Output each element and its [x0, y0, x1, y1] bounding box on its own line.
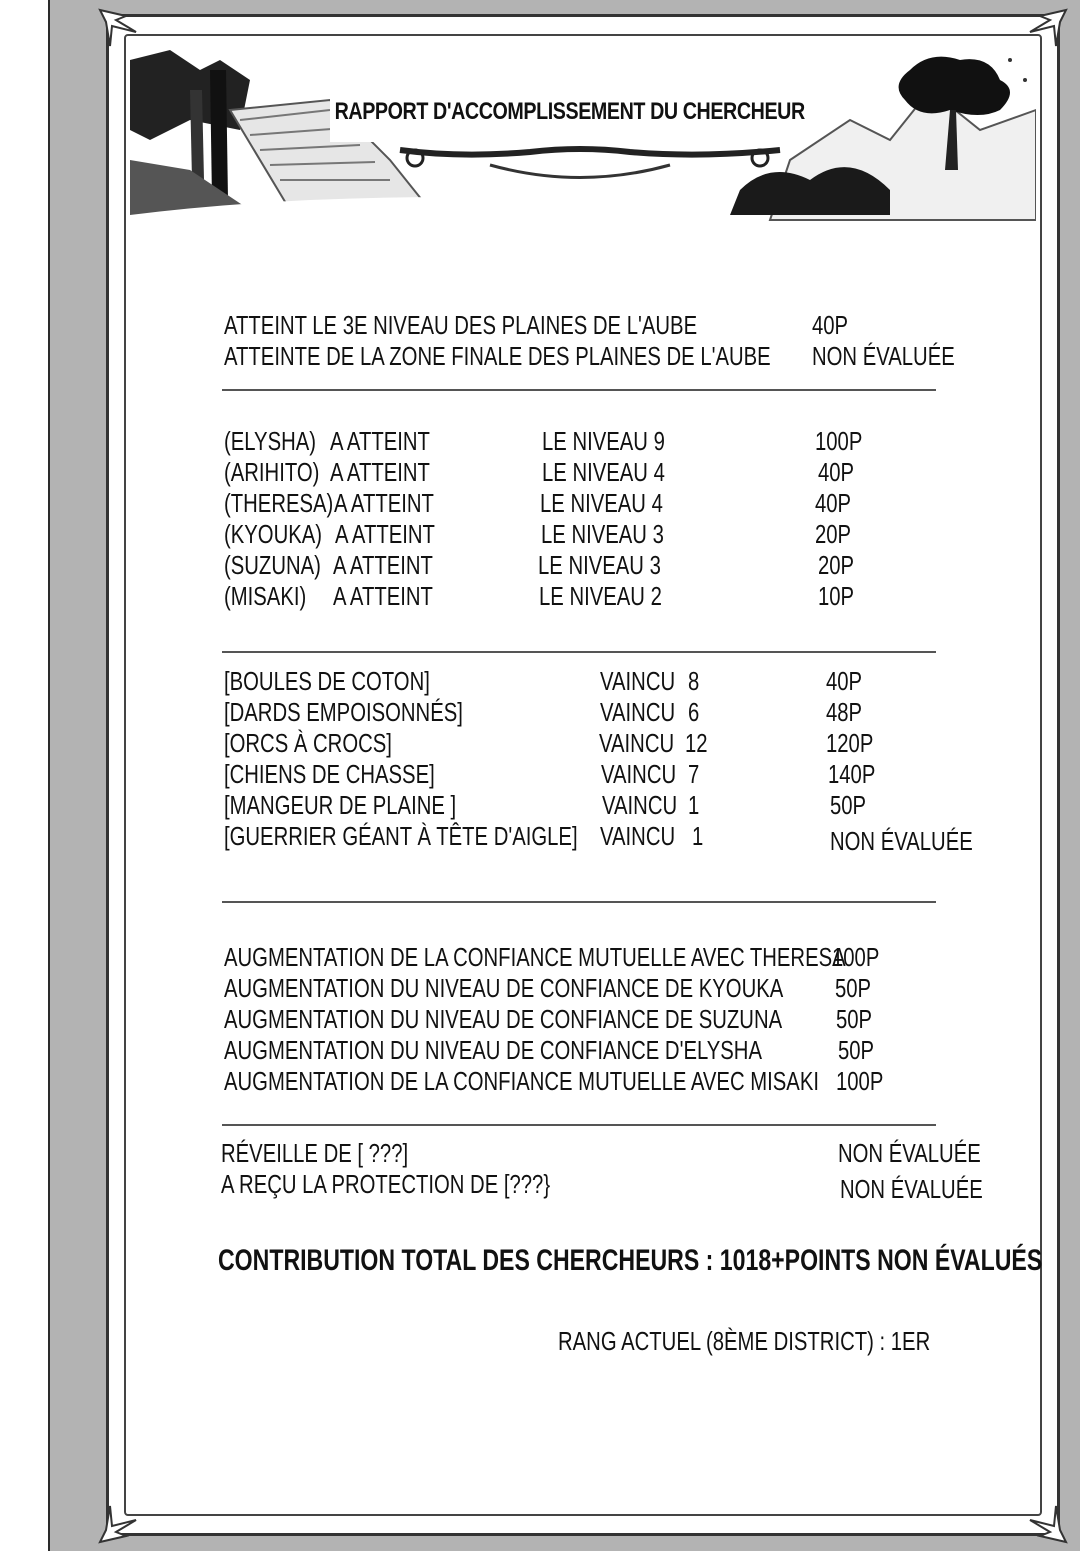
trust-label: AUGMENTATION DU NIVEAU DE CONFIANCE DE KYOUKA: [224, 973, 784, 1003]
special-points: NON ÉVALUÉE: [838, 1138, 981, 1168]
corner-ornament-icon: [96, 1500, 142, 1546]
trust-points: 50P: [836, 1004, 873, 1034]
level-value: LE NIVEAU 3: [538, 550, 661, 580]
monster-points: NON ÉVALUÉE: [830, 826, 973, 856]
monster-count: 8: [688, 666, 700, 696]
level-value: LE NIVEAU 4: [542, 457, 665, 487]
level-value: LE NIVEAU 2: [539, 581, 662, 611]
trust-label: AUGMENTATION DU NIVEAU DE CONFIANCE D'ELYSHA: [224, 1035, 762, 1065]
title-banner: [330, 82, 810, 142]
monster-verb: VAINCU: [600, 697, 676, 727]
level-points: 40P: [815, 488, 852, 518]
exploration-label: ATTEINTE DE LA ZONE FINALE DES PLAINES DE L'AUBE: [224, 341, 771, 371]
level-member-name: (KYOUKA): [224, 519, 323, 549]
monster-name: [BOULES DE COTON]: [224, 666, 430, 696]
page-margin: [0, 0, 48, 1551]
corner-ornament-icon: [1024, 1500, 1070, 1546]
level-points: 20P: [818, 550, 855, 580]
special-label: A REÇU LA PROTECTION DE [???}: [221, 1169, 551, 1199]
level-value: LE NIVEAU 3: [541, 519, 664, 549]
page-title: RAPPORT D'ACCOMPLISSEMENT DU CHERCHEUR: [334, 98, 806, 125]
monster-count: 6: [688, 697, 700, 727]
monster-count: 1: [688, 790, 700, 820]
level-verb: A ATTEINT: [335, 519, 435, 549]
section-divider: [222, 651, 936, 653]
monster-verb: VAINCU: [599, 728, 675, 758]
monster-count: 12: [685, 728, 708, 758]
current-rank: RANG ACTUEL (8ÈME DISTRICT) : 1ER: [558, 1326, 931, 1356]
exploration-points: NON ÉVALUÉE: [812, 341, 955, 371]
section-divider: [222, 901, 936, 903]
trust-label: AUGMENTATION DE LA CONFIANCE MUTUELLE AVEC MISAKI: [224, 1066, 819, 1096]
monster-count: 7: [688, 759, 700, 789]
level-points: 100P: [815, 426, 863, 456]
monster-name: [DARDS EMPOISONNÉS]: [224, 697, 463, 727]
exploration-points: 40P: [812, 310, 849, 340]
level-member-name: (MISAKI): [224, 581, 307, 611]
section-divider: [222, 1124, 936, 1126]
trust-points: 50P: [835, 973, 872, 1003]
level-verb: A ATTEINT: [333, 581, 433, 611]
level-member-name: (ELYSHA): [224, 426, 317, 456]
exploration-label: ATTEINT LE 3E NIVEAU DES PLAINES DE L'AUBE: [224, 310, 698, 340]
monster-points: 48P: [826, 697, 863, 727]
trust-points: 100P: [836, 1066, 884, 1096]
monster-count: 1: [692, 821, 704, 851]
monster-points: 50P: [830, 790, 867, 820]
level-member-name: (SUZUNA): [224, 550, 321, 580]
trust-points: 100P: [832, 942, 880, 972]
level-verb: A ATTEINT: [330, 426, 430, 456]
monster-name: [GUERRIER GÉANT À TÊTE D'AIGLE]: [224, 821, 578, 851]
level-verb: A ATTEINT: [333, 550, 433, 580]
total-contribution: CONTRIBUTION TOTAL DES CHERCHEURS : 1018+POINTS NON ÉVALUÉS: [218, 1244, 1043, 1277]
level-verb: A ATTEINT: [334, 488, 434, 518]
level-value: LE NIVEAU 9: [542, 426, 665, 456]
special-points: NON ÉVALUÉE: [840, 1174, 983, 1204]
monster-verb: VAINCU: [602, 790, 678, 820]
level-points: 10P: [818, 581, 855, 611]
monster-name: [CHIENS DE CHASSE]: [224, 759, 435, 789]
monster-points: 140P: [828, 759, 876, 789]
level-points: 20P: [815, 519, 852, 549]
monster-points: 120P: [826, 728, 874, 758]
level-member-name: (THERESA): [224, 488, 334, 518]
monster-points: 40P: [826, 666, 863, 696]
section-divider: [222, 389, 936, 391]
special-label: RÉVEILLE DE [ ???]: [221, 1138, 409, 1168]
level-member-name: (ARIHITO): [224, 457, 320, 487]
level-points: 40P: [818, 457, 855, 487]
level-value: LE NIVEAU 4: [540, 488, 663, 518]
monster-name: [MANGEUR DE PLAINE ]: [224, 790, 457, 820]
monster-verb: VAINCU: [600, 821, 676, 851]
monster-name: [ORCS À CROCS]: [224, 728, 392, 758]
trust-label: AUGMENTATION DE LA CONFIANCE MUTUELLE AVEC THERESA: [224, 942, 846, 972]
trust-label: AUGMENTATION DU NIVEAU DE CONFIANCE DE SUZUNA: [224, 1004, 783, 1034]
monster-verb: VAINCU: [600, 666, 676, 696]
trust-points: 50P: [838, 1035, 875, 1065]
monster-verb: VAINCU: [601, 759, 677, 789]
level-verb: A ATTEINT: [330, 457, 430, 487]
